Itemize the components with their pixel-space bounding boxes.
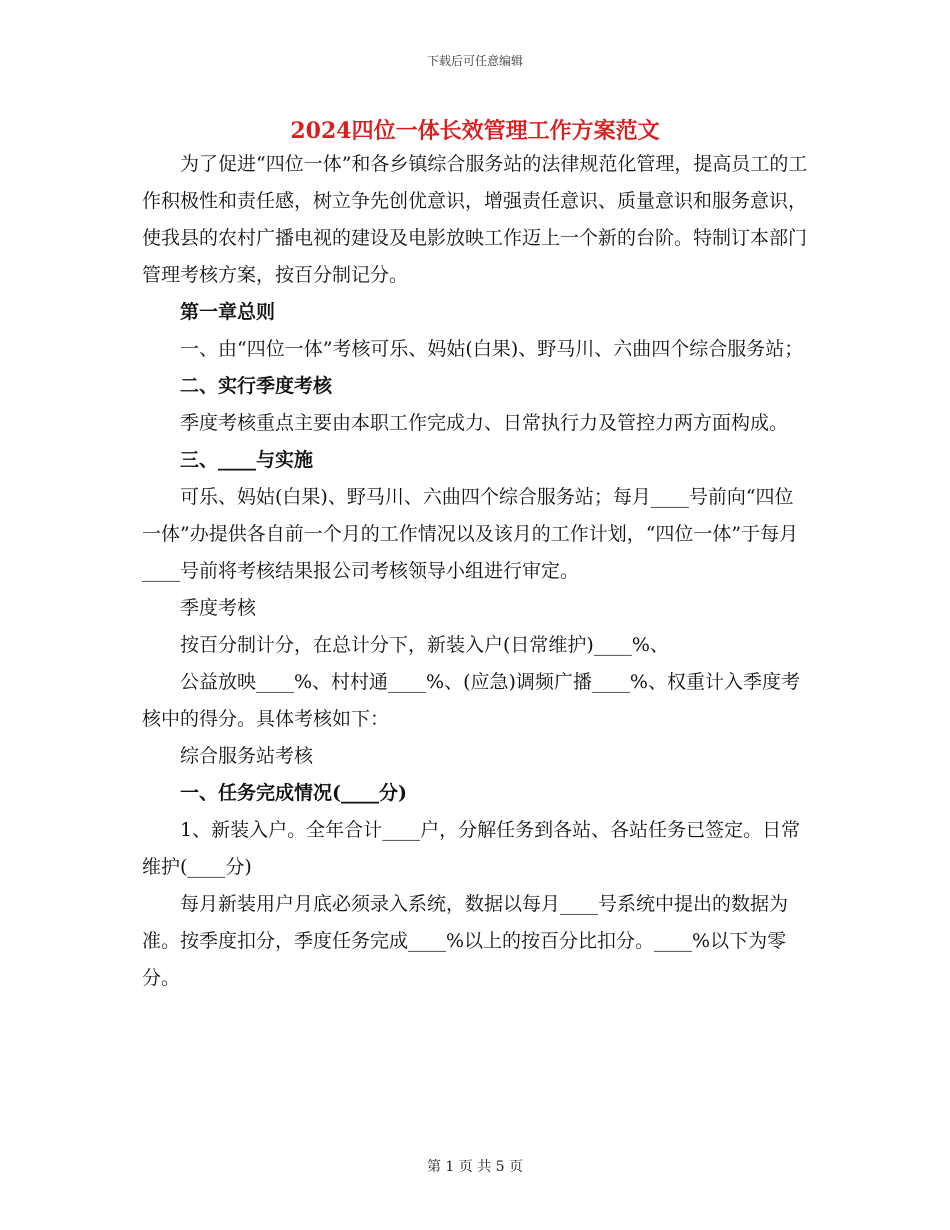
page-number: 第 1 页 共 5 页 (426, 1159, 524, 1175)
chapter-heading: 第一章总则 (180, 301, 276, 323)
section-heading-task-completion: 一、任务完成情况(____分) (180, 782, 407, 804)
section-heading-quarterly: 二、实行季度考核 (180, 375, 333, 397)
subheading-station-assessment: 综合服务站考核 (180, 745, 314, 767)
paragraph-scoring-2: 公益放映____%、村村通____%、(应急)调频广播____%、权重计入季度考核中的得分。具体考核如下： (142, 671, 800, 730)
intro-paragraph: 为了促进“四位一体”和各乡镇综合服务站的法律规范化管理，提高员工的工作积极性和责任感，树立争先创优意识，增强责任意识、质量意识和服务意识，使我县的农村广播电视的建设及电影放映工作迈上一个新的台阶。特制订本部门管理考核方案，按百分制记分。 (142, 153, 808, 286)
document-body (142, 146, 810, 997)
header-note: 下载后可任意编辑 (426, 54, 523, 68)
paragraph-monthly-data: 每月新装用户月底必须录入系统，数据以每月____号系统中提出的数据为准。按季度扣分，季度任务完成____%以上的按百分比扣分。____%以下为零分。 (142, 893, 789, 989)
paragraph-scope: 一、由“四位一体”考核可乐、妈姑(白果)、野马川、六曲四个综合服务站； (180, 338, 804, 360)
paragraph-quarterly-focus: 季度考核重点主要由本职工作完成力、日常执行力及管控力两方面构成。 (180, 412, 789, 434)
paragraph-implementation: 可乐、妈姑(白果)、野马川、六曲四个综合服务站；每月____号前向“四位一体”办提供各自前一个月的工作情况以及该月的工作计划，“四位一体”于每月____号前将考核结果报公司考核领导小组进行审定。 (142, 486, 799, 582)
section-heading-implementation: 三、____与实施 (180, 449, 314, 471)
subheading-quarterly: 季度考核 (180, 597, 257, 619)
paragraph-new-installs: 1、新装入户。全年合计____户，分解任务到各站、各站任务已签定。日常维护(____分) (142, 819, 801, 878)
paragraph-scoring-1: 按百分制计分，在总计分下，新装入户(日常维护)____%、 (180, 634, 669, 656)
document-title: 2024四位一体长效管理工作方案范文 (290, 118, 660, 144)
